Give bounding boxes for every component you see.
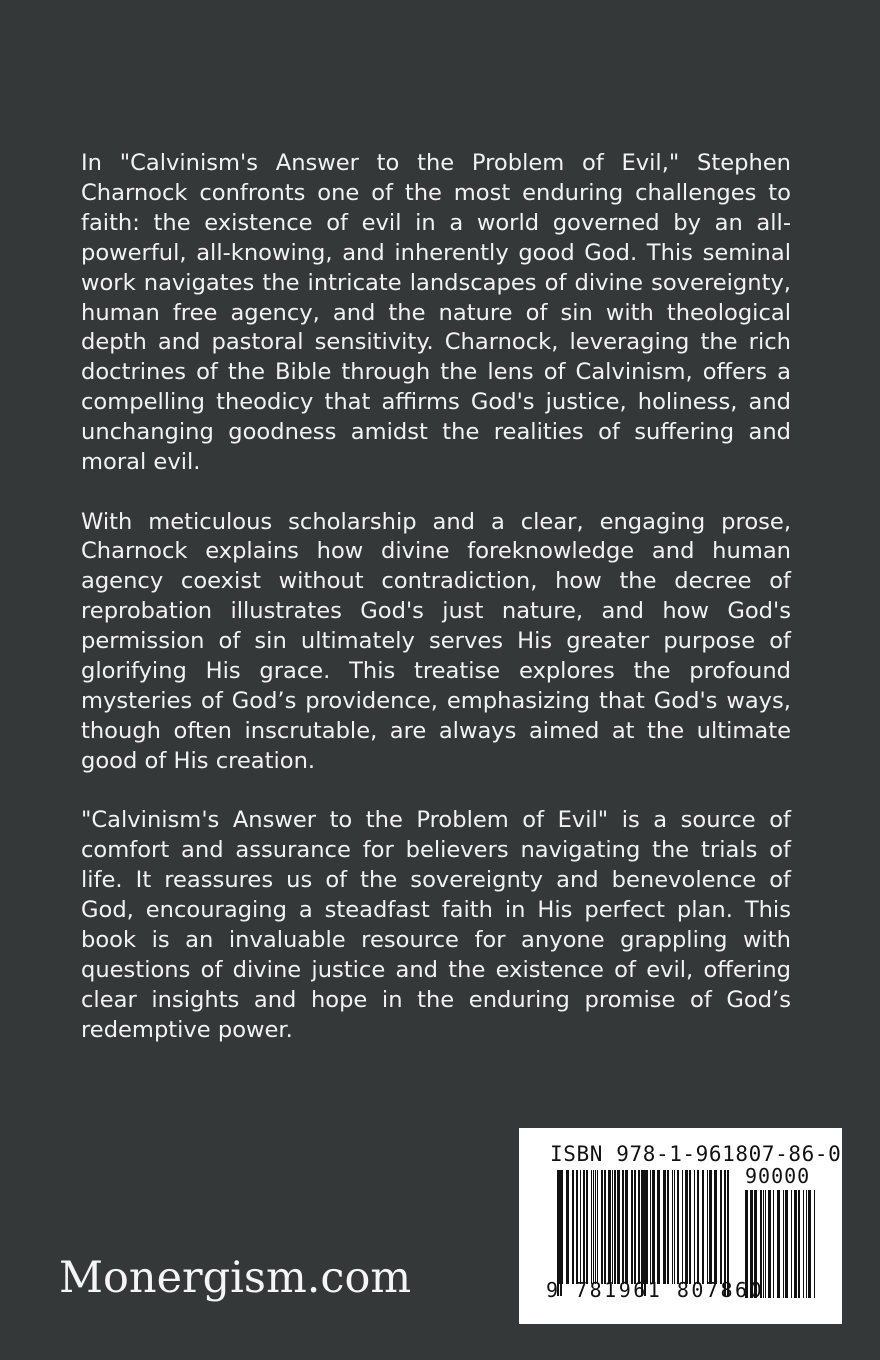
barcode-bar [663, 1170, 666, 1284]
barcode-bar [685, 1170, 688, 1284]
barcode-bar [601, 1170, 603, 1284]
isbn-barcode-box [519, 1128, 842, 1324]
barcode-bar [794, 1190, 797, 1298]
barcode-bar [657, 1170, 660, 1284]
blurb-paragraph-2: With meticulous scholarship and a clear, engaging prose, Charnock explains how divine foreknowledge and human agency coexist without contradiction, how the decree of reprobation illustrates God's just nature, and how God's permission of sin ultimately serves His greater purpose of glorifying His grace. This treatise explores the profound mysteries of God’s providence, emphasizing that God's ways, though often inscrutable, are always aimed at the ultimate good of His creation. [81, 508, 791, 774]
barcode-bar [566, 1170, 569, 1284]
barcode-bar [631, 1170, 633, 1284]
barcode-bar [634, 1170, 636, 1284]
barcode-bar [583, 1170, 585, 1284]
barcode-bar [803, 1190, 804, 1298]
barcode-bar [694, 1170, 695, 1284]
barcode-bar [667, 1170, 669, 1284]
barcode-bar [625, 1170, 628, 1284]
barcode-bar [702, 1170, 704, 1284]
barcode-bar [576, 1170, 578, 1284]
barcode-bar [591, 1170, 592, 1284]
barcode-bar [783, 1190, 784, 1298]
barcode-bar [672, 1170, 673, 1284]
barcode-bar [674, 1170, 675, 1284]
barcode-bar [814, 1190, 815, 1298]
barcode-bar [808, 1190, 811, 1298]
barcode-bar [765, 1190, 766, 1298]
barcode-bar [682, 1170, 683, 1284]
barcode-bar [643, 1170, 644, 1284]
barcode-bar [652, 1170, 655, 1284]
ean-digits: 9 781961 807860 [546, 1278, 765, 1302]
barcode-bar [798, 1190, 800, 1298]
barcode-bar [586, 1170, 588, 1284]
barcode-bar [768, 1190, 771, 1298]
price-code: 90000 [745, 1164, 811, 1188]
barcode-bar [617, 1170, 620, 1284]
barcode-bar [597, 1170, 598, 1284]
barcode-bar [650, 1170, 651, 1284]
barcode-bar [593, 1170, 594, 1284]
barcode-bar [622, 1170, 624, 1284]
barcode-bar [773, 1190, 774, 1298]
barcode-bar [709, 1170, 712, 1284]
barcode-bar [595, 1170, 596, 1284]
barcode-bar [707, 1170, 708, 1284]
blurb-paragraph-1: In "Calvinism's Answer to the Problem of Evil," Stephen Charnock confronts one of the most enduring challenges to faith: the existence of evil in a world governed by an all-powerful, all-knowing, and inherently good God. This seminal work navigates the intricate landscapes of divine sovereignty, human free agency, and the nature of sin with theological depth and pastoral sensitivity. Charnock, leveraging the rich doctrines of the Bible through the lens of Calvinism, offers a compelling theodicy that affirms God's justice, holiness, and unchanging goodness amidst the realities of suffering and moral evil. [81, 150, 791, 476]
barcode-bar [689, 1170, 691, 1284]
barcode-bar [677, 1170, 679, 1284]
barcode-bar [697, 1170, 699, 1284]
barcode-bar [785, 1190, 788, 1298]
barcode-bar [638, 1170, 640, 1284]
barcode-bar [612, 1170, 613, 1284]
barcode-bar [777, 1190, 780, 1298]
barcode-bar [714, 1170, 717, 1284]
barcode-bar [604, 1170, 606, 1284]
back-cover-blurb [81, 149, 791, 1075]
blurb-paragraph-3: "Calvinism's Answer to the Problem of Evil" is a source of comfort and assurance for believers navigating the trials of life. It reassures us of the sovereignty and benevolence of God, encouraging a steadfast faith in His perfect plan. This book is an invaluable resource for anyone grappling with questions of divine justice and the existence of evil, offering clear insights and hope in the enduring promise of God’s redemptive power. [81, 807, 791, 1043]
barcode-bar [791, 1190, 792, 1298]
publisher-name: Monergism.com [59, 1253, 412, 1303]
barcode-bar [806, 1190, 807, 1298]
barcode-bar [614, 1170, 616, 1284]
barcode-bar [572, 1170, 574, 1284]
isbn-label: ISBN 978-1-961807-86-0 [550, 1142, 842, 1166]
barcode-bar [720, 1170, 722, 1284]
barcode-bar [562, 1170, 563, 1284]
barcode-bar [580, 1170, 581, 1284]
barcode-bar [608, 1170, 611, 1284]
